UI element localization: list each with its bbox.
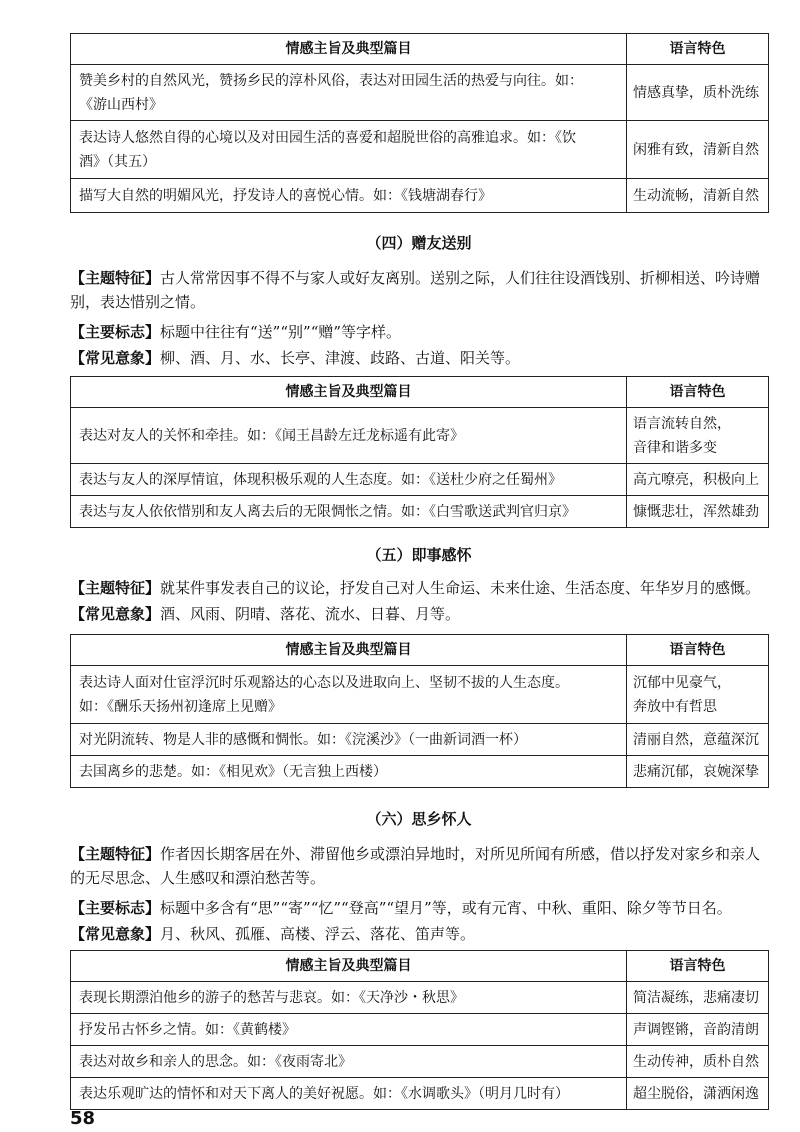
column-header-style: 语言特色 — [627, 34, 769, 65]
theme-cell: 表达与友人的深厚情谊，体现积极乐观的人生态度。如：《送杜少府之任蜀州》 — [79, 471, 562, 488]
style-cell: 生动流畅，清新自然 — [633, 187, 759, 204]
main-sign-homesick — [70, 896, 770, 920]
column-header-theme: 情感主旨及典型篇目 — [71, 635, 627, 666]
table-row — [71, 756, 769, 788]
theme-feature-homesick — [70, 842, 770, 890]
main-sign-tag: 【主要标志】 — [70, 323, 161, 341]
theme-feature-text: 就某件事发表自己的议论，抒发自己对人生命运、未来仕途、生活态度、年华岁月的感慨。 — [160, 579, 761, 597]
section-title-reflection: （五）即事感怀 — [366, 546, 472, 564]
common-images-tag: 【常见意象】 — [70, 349, 161, 367]
main-sign-farewell — [70, 320, 770, 344]
style-cell: 情感真挚，质朴洗练 — [633, 84, 759, 101]
common-images-text: 月、秋风、孤雁、高楼、浮云、落花、笛声等。 — [160, 925, 476, 943]
theme-feature-text: 作者因长期客居在外、滞留他乡或漂泊异地时，对所见所闻有所感，借以抒发对家乡和亲人的无尽思念、人生感叹和漂泊愁苦等。 — [70, 845, 761, 887]
theme-feature-reflection — [70, 576, 770, 600]
theme-cell: 赞美乡村的自然风光，赞扬乡民的淳朴风俗，表达对田园生活的热爱与向往。如： 《游山西村》 — [79, 72, 583, 113]
style-cell: 高亢嘹亮，积极向上 — [633, 471, 759, 488]
theme-feature-tag: 【主题特征】 — [70, 845, 161, 863]
table-pastoral — [70, 33, 769, 213]
table-farewell — [70, 376, 769, 528]
main-sign-tag: 【主要标志】 — [70, 899, 161, 917]
table-header-row — [71, 951, 769, 982]
column-header-style: 语言特色 — [627, 377, 769, 408]
theme-cell: 表达诗人悠然自得的心境以及对田园生活的喜爱和超脱世俗的高雅追求。如：《饮 酒》（其五） — [79, 129, 576, 170]
column-header-theme: 情感主旨及典型篇目 — [71, 377, 627, 408]
style-cell: 闲雅有致，清新自然 — [633, 141, 759, 158]
theme-cell: 描写大自然的明媚风光，抒发诗人的喜悦心情。如：《钱塘湖春行》 — [79, 187, 492, 204]
table-reflection — [70, 634, 769, 788]
main-sign-text: 标题中往往有“送”“别”“赠”等字样。 — [160, 323, 402, 341]
common-images-text: 柳、酒、月、水、长亭、津渡、歧路、古道、阳关等。 — [160, 349, 521, 367]
common-images-tag: 【常见意象】 — [70, 925, 161, 943]
table-header-row — [71, 377, 769, 408]
table-header-row — [71, 635, 769, 666]
style-cell: 生动传神，质朴自然 — [633, 1053, 759, 1070]
theme-feature-tag: 【主题特征】 — [70, 269, 161, 287]
section-title-farewell: （四）赠友送别 — [366, 234, 472, 252]
table-row — [71, 1014, 769, 1046]
theme-feature-tag: 【主题特征】 — [70, 579, 161, 597]
theme-cell: 表达与友人依依惜别和友人离去后的无限惆怅之情。如：《白雪歌送武判官归京》 — [79, 503, 576, 520]
page-number: 58 — [70, 1108, 96, 1129]
main-sign-text: 标题中多含有“思”“寄”“忆”“登高”“望月”等，或有元宵、中秋、重阳、除夕等节日名。 — [160, 899, 732, 917]
table-row — [71, 464, 769, 496]
theme-feature-farewell — [70, 266, 770, 314]
style-cell: 简洁凝练，悲痛凄切 — [633, 989, 759, 1006]
theme-cell: 表达对故乡和亲人的思念。如：《夜雨寄北》 — [79, 1053, 352, 1070]
table-row — [71, 408, 769, 464]
style-cell: 超尘脱俗，潇洒闲逸 — [633, 1085, 759, 1102]
common-images-tag: 【常见意象】 — [70, 605, 161, 623]
table-row — [71, 1078, 769, 1110]
style-cell: 语言流转自然， 音律和谐多变 — [633, 415, 731, 456]
style-cell: 声调铿锵，音韵清朗 — [633, 1021, 759, 1038]
table-row — [71, 496, 769, 528]
table-row — [71, 65, 769, 121]
table-homesick — [70, 950, 769, 1110]
column-header-theme: 情感主旨及典型篇目 — [71, 34, 627, 65]
column-header-theme: 情感主旨及典型篇目 — [71, 951, 627, 982]
table-row — [71, 666, 769, 724]
theme-cell: 抒发吊古怀乡之情。如：《黄鹤楼》 — [79, 1021, 296, 1038]
theme-cell: 对光阴流转、物是人非的感慨和惆怅。如：《浣溪沙》（一曲新词酒一杯） — [79, 731, 527, 748]
common-images-reflection — [70, 602, 770, 626]
table-row — [71, 179, 769, 213]
column-header-style: 语言特色 — [627, 951, 769, 982]
common-images-text: 酒、风雨、阴晴、落花、流水、日暮、月等。 — [160, 605, 461, 623]
table-row — [71, 1046, 769, 1078]
theme-cell: 去国离乡的悲楚。如：《相见欢》（无言独上西楼） — [79, 763, 387, 780]
common-images-homesick — [70, 922, 770, 946]
table-row — [71, 121, 769, 179]
table-header-row — [71, 34, 769, 65]
style-cell: 清丽自然，意蕴深沉 — [633, 731, 759, 748]
table-row — [71, 724, 769, 756]
theme-cell: 表达乐观旷达的情怀和对天下离人的美好祝愿。如：《水调歌头》（明月几时有） — [79, 1085, 569, 1102]
section-title-homesick: （六）思乡怀人 — [366, 810, 472, 828]
table-row — [71, 982, 769, 1014]
theme-cell: 表达诗人面对仕宦浮沉时乐观豁达的心态以及进取向上、坚韧不拔的人生态度。 如：《酬乐天扬州初逢席上见赠》 — [79, 674, 569, 715]
style-cell: 悲痛沉郁，哀婉深挚 — [633, 763, 759, 780]
style-cell: 慷慨悲壮，浑然雄劲 — [633, 503, 759, 520]
style-cell: 沉郁中见豪气， 奔放中有哲思 — [633, 674, 731, 715]
column-header-style: 语言特色 — [627, 635, 769, 666]
theme-cell: 表达对友人的关怀和牵挂。如：《闻王昌龄左迁龙标遥有此寄》 — [79, 427, 464, 444]
theme-feature-text: 古人常常因事不得不与家人或好友离别。送别之际，人们往往设酒饯别、折柳相送、吟诗赠别，表达惜别之情。 — [70, 269, 761, 311]
common-images-farewell — [70, 346, 770, 370]
theme-cell: 表现长期漂泊他乡的游子的愁苦与悲哀。如：《天净沙・秋思》 — [79, 989, 464, 1006]
